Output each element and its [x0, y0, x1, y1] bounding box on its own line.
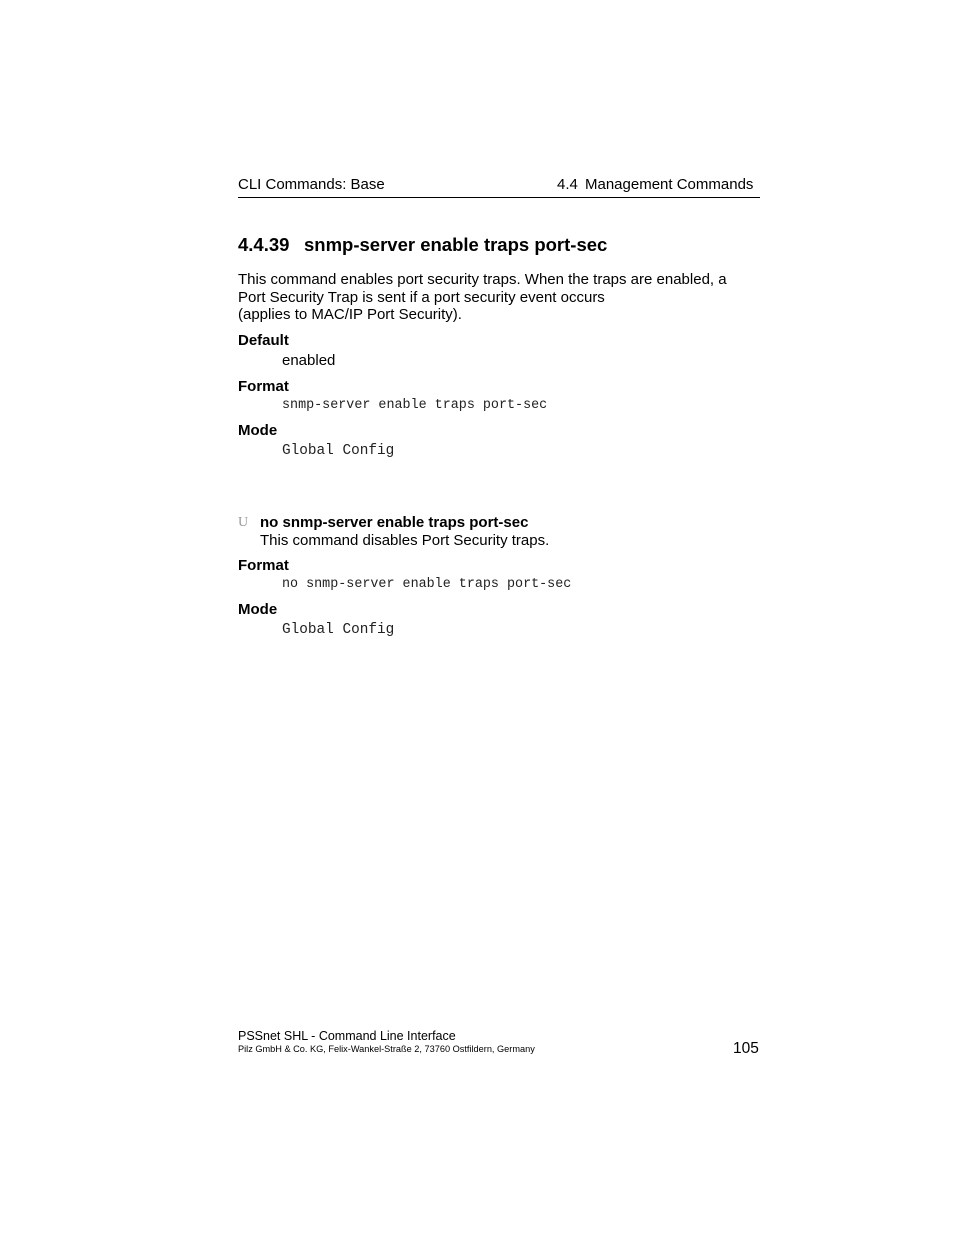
- default-value: enabled: [282, 352, 336, 369]
- no-format-label: Format: [238, 557, 289, 574]
- footer-company: Pilz GmbH & Co. KG, Felix-Wankel-Straße 2, 73760 Ostfildern, Germany: [238, 1044, 535, 1054]
- no-format-value: no snmp-server enable traps port-sec: [282, 577, 572, 592]
- no-mode-label: Mode: [238, 601, 278, 618]
- running-header-left: CLI Commands: Base: [238, 176, 385, 193]
- description-line: Port Security Trap is sent if a port security event occurs: [238, 288, 605, 306]
- page-number: 105: [733, 1040, 759, 1057]
- description-line: (applies to MAC/IP Port Security).: [238, 306, 462, 323]
- bullet-icon: U: [238, 515, 249, 530]
- default-label: Default: [238, 332, 289, 349]
- section-title: snmp-server enable traps port-sec: [304, 234, 608, 255]
- header-rule: [238, 197, 760, 198]
- mode-value: Global Config: [282, 443, 395, 459]
- no-mode-value: Global Config: [282, 622, 395, 638]
- description-paragraph: [238, 271, 768, 324]
- no-command-title: no snmp-server enable traps port-sec: [260, 514, 529, 531]
- footer-product: PSSnet SHL - Command Line Interface: [238, 1029, 456, 1043]
- format-label: Format: [238, 378, 289, 395]
- format-value: snmp-server enable traps port-sec: [282, 398, 548, 413]
- running-header-section-number: 4.4: [557, 176, 578, 193]
- description-line: This command enables port security traps. When the traps are enabled, a: [238, 271, 727, 288]
- section-number: 4.4.39: [238, 234, 290, 255]
- mode-label: Mode: [238, 422, 278, 439]
- no-command-description: This command disables Port Security traps.: [260, 532, 550, 549]
- running-header-section-title: Management Commands: [585, 176, 754, 193]
